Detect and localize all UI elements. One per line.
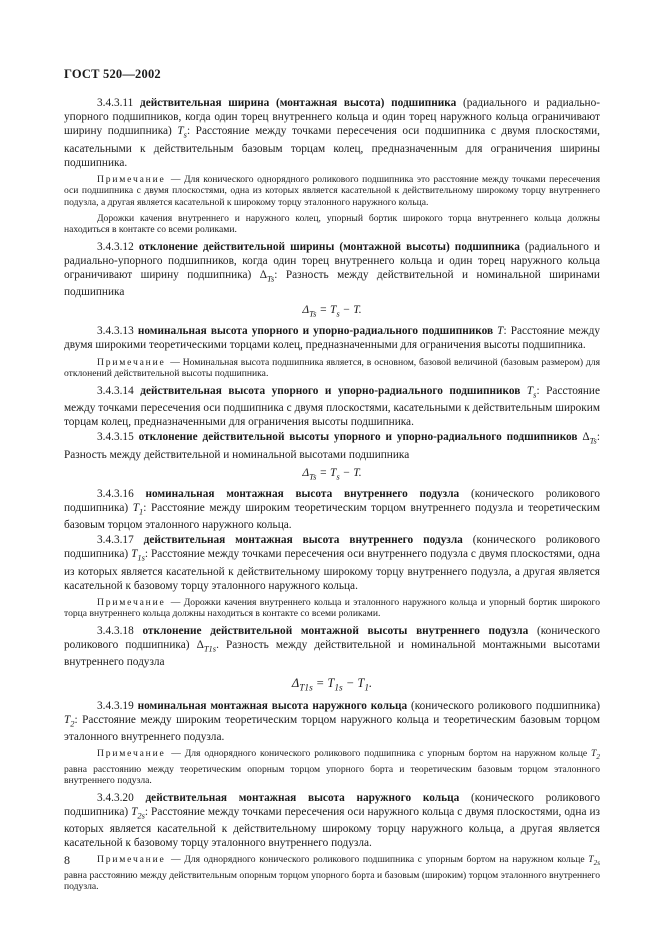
term-definition: (конического роликового подшипника) $T_2$: Расстояние между широким теоретическим торцом наружного кольца и теоретическим базовым торцом эталонного внутреннего подузла. [64,699,601,743]
definition-paragraph [64,533,600,593]
formula: $\Delta_{Ts} = T_s - T$. [302,466,362,481]
note-paragraph [64,854,600,893]
definition-paragraph [64,384,600,430]
definition-paragraph [64,430,600,461]
term-definition: (радиального и радиально-упорного подшипников, когда один торец внутреннего кольца и один торец наружного кольца ограничивают ширину подшипника) $\Delta_{Ts}$: Разность между действительной и номинальной ширинами подшипника [64,240,600,299]
term-definition: $\Delta_{Ts}$: Разность между действительной и номинальной высотами подшипника [64,431,600,461]
term-name: действительная монтажная высота внутреннего подузла [143,534,473,547]
term-name: номинальная монтажная высота наружного кольца [137,699,411,712]
definition-paragraph [64,240,600,300]
note-text: — Для однорядного конического роликового подшипника с упорным бортом на наружном кольце $T_{2s}$ равна расстоянию между действительным опорным торцом упорного борта и базовым (широким) торцом эталонного внутреннего подузла. [64,854,600,893]
document-body [64,96,600,897]
term-definition: T: Расстояние между двумя широкими теоретическими торцами колец, предназначенными для ограничения высоты подшипника. [64,325,600,352]
definition-paragraph [64,324,600,352]
clause-number: 3.4.3.20 [97,791,146,804]
note-paragraph [64,213,600,236]
formula: $\Delta_{T1s} = T_{1s} - T_1$. [291,675,373,694]
document-header: ГОСТ 520—2002 [64,67,161,81]
term-definition: $T_s$: Расстояние между точками пересечения оси подшипника с двумя плоскостями, касательными к действительным широким торцам колец, предназначенными для ограничения высоты подшипника. [64,384,600,429]
clause-number: 3.4.3.15 [97,431,139,444]
note-paragraph [64,748,600,787]
definition-paragraph [64,96,600,170]
term-name: отклонение действительной монтажной высоты внутреннего подузла [142,625,537,637]
clause-number: 3.4.3.19 [97,699,138,712]
term-definition: (конического роликового подшипника) $T_1$: Расстояние между широким теоретическим торцом внутреннего подузла и теоретическим базовым торцом эталонного наружного кольца. [64,487,600,532]
note-text: — Для конического однорядного роликового подшипника это расстояние между точками пересечения оси подшипника с двумя плоскостями, одна из которых является касательной к действительному широкому торцу внутреннего подузла, а другая является касательной к широкому торцу эталонного наружного кольца. [64,173,600,208]
note-text: Дорожки качения внутреннего и наружного колец, упорный бортик широкого торца внутреннего кольца должны находиться в контакте со всеми роликами. [64,212,600,236]
note-label: Примечание [97,173,171,185]
term-name: действительная монтажная высота наружного кольца [145,791,471,804]
clause-number: 3.4.3.11 [97,97,140,109]
note-label: Примечание [97,356,171,368]
term-name: действительная высота упорного и упорно-радиального подшипников [140,384,527,397]
note-label: Примечание [97,596,171,608]
note-paragraph [64,174,600,209]
clause-number: 3.4.3.14 [97,384,141,397]
note-text: — Дорожки качения внутреннего кольца и эталонного наружного кольца и упорный бортик широкого торца внутреннего кольца должны находиться в контакте со всеми роликами. [64,596,600,620]
page-number: 8 [64,853,70,867]
note-paragraph [64,357,600,380]
note-label: Примечание [97,748,172,760]
term-definition: (конического роликового подшипника) $\Delta_{T1s}$. Разность между действительной и номинальной монтажными высотами внутреннего подузла [64,625,600,669]
term-name: номинальная высота упорного и упорно-радиального подшипников [137,325,498,338]
definition-paragraph [64,487,600,533]
term-name: отклонение действительной высоты упорного и упорно-радиального подшипников [138,431,583,444]
clause-number: 3.4.3.18 [97,625,143,637]
note-text: — Номинальная высота подшипника является, в основном, базовой величиной (базовым размером) для отклонений действительной высоты подшипника. [64,356,601,380]
note-label: Примечание [97,854,172,866]
formula: $\Delta_{Ts} = T_s - T$. [302,304,362,319]
definition-paragraph [64,624,600,670]
definition-paragraph [64,699,600,745]
clause-number: 3.4.3.16 [97,487,146,500]
note-text: — Для однорядного конического роликового подшипника с упорным бортом на наружном кольце $T_2$ равна расстоянию между теоретическим опорным торцом упорного борта и теоретическим базовым торцом эталонного внутреннего подузла. [64,748,600,787]
note-paragraph [64,597,600,620]
term-definition: (конического роликового подшипника) $T_{1s}$: Расстояние между точками пересечения оси внутреннего подузла с двумя плоскостями, одна из которых является касательной к действительному широкому торцу внутреннего подузла, а другая является касательной к базовому торцу эталонного наружного кольца. [64,534,600,592]
clause-number: 3.4.3.13 [97,325,138,338]
term-name: отклонение действительной ширины (монтажной высоты) подшипника [138,240,526,253]
term-definition: (конического роликового подшипника) $T_{2s}$: Расстояние между точками пересечения оси наружного кольца с двумя плоскостями, одна из которых является касательной к действительному широкому торцу наружного кольца, а другая является касательной к базовому торцу эталонного внутреннего подузла. [64,791,600,850]
term-name: действительная ширина (монтажная высота) подшипника [140,97,463,109]
term-definition: (радиального и радиально-упорного подшипников, когда один торец внутреннего кольца и один торец наружного кольца ограничивают ширину подшипника) $T_s$: Расстояние между точками пересечения оси подшипника с двумя плоскостями, касательными к действительным базовым торцам колец, предназначенным для ограничения ширины подшипника. [64,97,601,169]
term-name: номинальная монтажная высота внутреннего подузла [145,487,471,500]
clause-number: 3.4.3.12 [97,240,139,253]
clause-number: 3.4.3.17 [97,534,144,547]
definition-paragraph [64,791,600,851]
